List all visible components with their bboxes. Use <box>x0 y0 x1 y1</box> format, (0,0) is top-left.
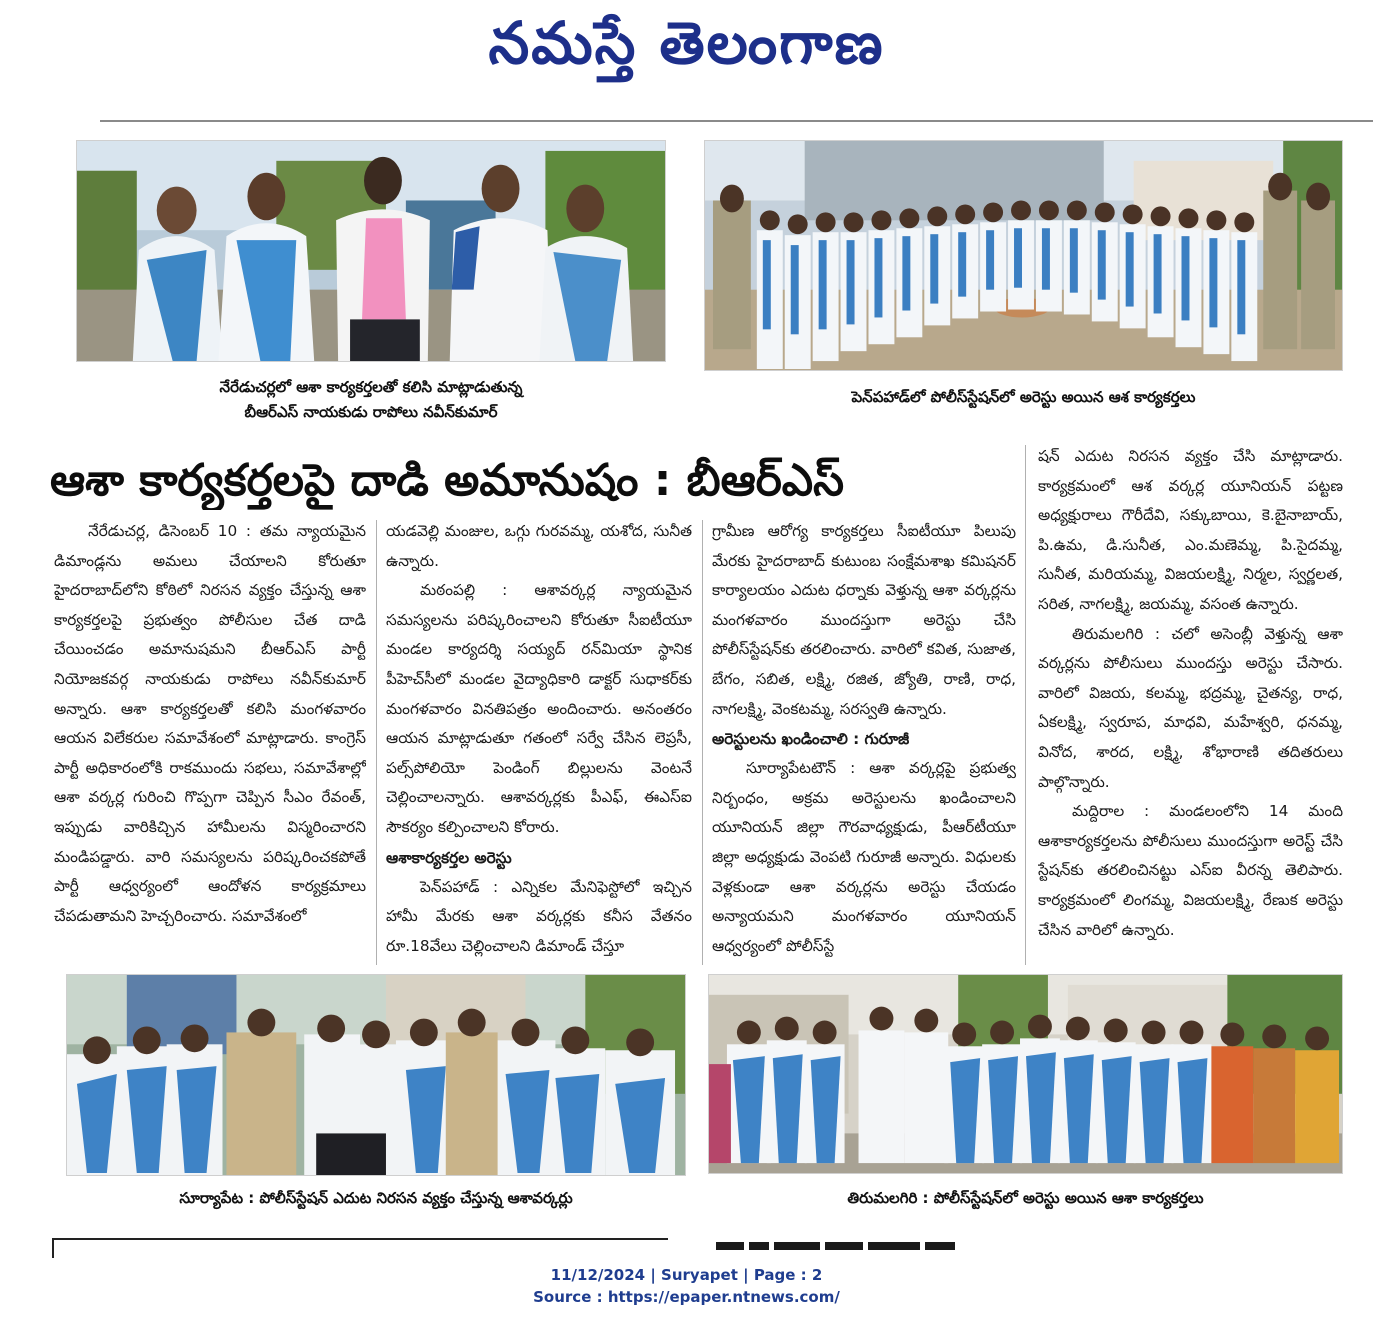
photo-neredcherla-meeting <box>76 140 666 362</box>
article-column-1 <box>54 517 366 965</box>
photo-caption-neredcherla <box>76 375 666 425</box>
photo-tirumalagiri-arrest <box>708 974 1343 1174</box>
photo-caption-penpahad <box>704 385 1343 410</box>
photo-caption-tirumalagiri <box>708 1186 1343 1211</box>
article-paragraph: గ్రామీణ ఆరోగ్య కార్యకర్తలు సీఐటీయూ పిలుపు మేరకు హైదరాబాద్‌ కుటుంబ సంక్షేమశాఖ కమిషనర్‌ కార్యాలయం ఎదుట ధర్నాకు వెళ్తున్న ఆశా వర్కర్లను మంగళవారం ముందస్తుగా అరెస్టు చేసి పోలీస్‌స్టేషన్‌కు తరలించారు. వారిలో కవిత, సుజాత, బేగం, సబిత, లక్ష్మి, రజిత, జ్యోతి, రాణి, రాధ, నాగలక్ష్మి, వెంకటమ్మ, సరస్వతి ఉన్నారు. <box>712 522 1016 718</box>
photo-penpahad-arrest <box>704 140 1343 371</box>
article-paragraph: నేరేడుచర్ల, డిసెంబర్‌ 10 : తమ న్యాయమైన డిమాండ్లను అమలు చేయాలని కోరుతూ హైదరాబాద్‌లోని కోఠిలో నిరసన వ్యక్తం చేస్తున్న ఆశా కార్యకర్తలపై ప్రభుత్వం పోలీసుల చేత దాడి చేయించడం అమానుషమని బీఆర్‌ఎస్‌ పార్టీ నియోజకవర్గ నాయకుడు రాపోలు నవీన్‌కుమార్‌ అన్నారు. ఆశా కార్యకర్తలతో కలిసి మంగళవారం ఆయన విలేకరుల సమావేశంలో మాట్లాడారు. కాంగ్రెస్‌ పార్టీ అధికారంలోకి రాకముందు సభలు, సమావేశాల్లో ఆశా వర్కర్ల గురించి గొప్పగా చెప్పిన సీఎం రేవంత్‌, ఇప్పుడు వారికిచ్చిన హామీలను విస్మరించారని మండిపడ్డారు. వారి సమస్యలను పరిష్కరించకపోతే పార్టీ ఆధ్వర్యంలో ఆందోళన కార్యక్రమాలు చేపడుతామని హెచ్చరించారు. సమావేశంలో <box>54 522 366 925</box>
column-divider <box>376 520 377 965</box>
article-paragraph: సూర్యాపేటటౌన్‌ : ఆశా వర్కర్లపై ప్రభుత్వ నిర్బంధం, అక్రమ అరెస్టులను ఖండించాలని యూనియన్‌ జిల్లా గౌరవాధ్యక్షుడు, పీఆర్‌టీయూ జిల్లా అధ్యక్షుడు వెంపటి గురూజీ అన్నారు. విధులకు వెళ్లకుండా ఆశా వర్కర్లను అరెస్టు చేయడం అన్యాయమని మంగళవారం యూనియన్‌ ఆధ్వర్యంలో పోలీస్‌స్టే <box>712 759 1016 955</box>
next-article-border-side <box>52 1238 54 1258</box>
article-column-3 <box>712 517 1016 965</box>
article-subheading: ఆశాకార్యకర్తల అరెస్టు <box>386 848 512 867</box>
photo-caption-suryapet <box>66 1186 686 1211</box>
photo-suryapet-protest <box>66 974 686 1176</box>
column-divider <box>1025 445 1026 965</box>
caption-line-1: నేరేడుచర్లలో ఆశా కార్యకర్తలతో కలిసి మాట్లాడుతున్న <box>219 378 523 396</box>
article-column-2 <box>386 517 692 965</box>
caption-line-1: సూర్యాపేట : పోలీస్‌స్టేషన్‌ ఎదుట నిరసన వ్యక్తం చేస్తున్న ఆశావర్కర్లు <box>179 1189 573 1207</box>
newspaper-masthead: నమస్తే తెలంగాణ <box>488 9 885 77</box>
article-paragraph: తిరుమలగిరి : చలో అసెంబ్లీ వెళ్తున్న ఆశా వర్కర్లను పోలీసులు ముందస్తు అరెస్టు చేసారు. వారిలో విజయ, కలమ్మ, భద్రమ్మ, చైతన్య, రాధ, ఏకలక్ష్మి, స్వరూప, మాధవి, మహేశ్వరి, ధనమ్మ, వినోద, శారద, లక్ష్మి, శోభారాణి తదితరులు పాల్గొన్నారు. <box>1038 624 1343 791</box>
article-paragraph: మఠంపల్లి : ఆశావర్కర్ల న్యాయమైన సమస్యలను పరిష్కరించాలని కోరుతూ సీఐటీయూ మండల కార్యదర్శి సయ్యద్‌ రన్‌మియా స్థానిక పీహెచ్‌సీలో మండల వైద్యాధికారి డాక్టర్‌ సుధాకర్‌కు మంగళవారం వినతిపత్రం అందించారు. అనంతరం ఆయన మాట్లాడుతూ గతంలో సర్వే చేసిన లెప్రసీ, పల్స్‌పోలియో పెండింగ్‌ బిల్లులను వెంటనే చెల్లించాలన్నారు. ఆశావర్కర్లకు పీఎఫ్‌, ఈఎస్‌ఐ సౌకర్యం కల్పించాలని కోరారు. <box>386 581 692 836</box>
caption-line-2: బీఆర్‌ఎస్‌ నాయకుడు రాపోలు నవీన్‌కుమార్‌ <box>244 403 498 421</box>
article-headline: ఆశా కార్యకర్తలపై దాడి అమానుషం : బీఆర్‌ఎస్‌ <box>50 455 844 506</box>
caption-line-1: పెన్‌పహాడ్‌లో పోలీస్‌స్టేషన్‌లో అరెస్టు అయిన ఆశ కార్యకర్తలు <box>851 388 1196 406</box>
footer-date-edition: 11/12/2024 | Suryapet | Page : 2 <box>550 1266 823 1284</box>
article-subheading: అరెస్టులను ఖండించాలి : గురూజీ <box>712 730 910 749</box>
caption-line-1: తిరుమలగిరి : పోలీస్‌స్టేషన్‌లో అరెస్టు అయిన ఆశా కార్యకర్తలు <box>847 1189 1204 1207</box>
article-paragraph: మద్దిరాల : మండలంలోని 14 మంది ఆశాకార్యకర్తలను పోలీసులు ముందస్తుగా అరెస్ట్‌ చేసి స్టేషన్‌కు తరలించినట్టు ఎస్‌ఐ వీరన్న తెలిపారు. కార్యక్రమంలో లింగమ్మ, విజయలక్ష్మి, రేణుక అరెస్టు చేసిన వారిలో ఉన్నారు. <box>1038 802 1343 939</box>
page-footer <box>0 1264 1373 1308</box>
article-paragraph: పెన్‌పహాడ్‌ : ఎన్నికల మేనిఫెస్టోలో ఇచ్చిన హామీ మేరకు ఆశా వర్కర్లకు కనీస వేతనం రూ.18వేలు చెల్లించాలని డిమాండ్‌ చేస్తూ <box>386 877 692 955</box>
footer-source[interactable]: Source : https://epaper.ntnews.com/ <box>533 1288 840 1306</box>
next-article-border <box>52 1238 668 1240</box>
masthead-divider <box>100 120 1373 122</box>
article-paragraph: యడవెల్లి మంజుల, ఒగ్గు గురవమ్మ, యశోద, సునీత ఉన్నారు. <box>386 522 692 570</box>
article-column-4 <box>1038 442 1343 967</box>
next-article-cutoff-headline <box>716 1238 991 1252</box>
column-divider <box>702 520 703 965</box>
article-paragraph: షన్‌ ఎదుట నిరసన వ్యక్తం చేసి మాట్లాడారు. కార్యక్రమంలో ఆశ వర్కర్ల యూనియన్‌ పట్టణ అధ్యక్షురాలు గౌరీదేవి, సక్కుబాయి, కె.బైనాబాయ్‌, పి.ఉమ, డి.సునీత, ఎం.మణెమ్మ, పి.సైదమ్మ, సునీత, మరియమ్మ, విజయలక్ష్మి, నిర్మల, స్వర్ణలత, సరిత, నాగలక్ష్మి, జయమ్మ, వసంత ఉన్నారు. <box>1038 447 1343 613</box>
